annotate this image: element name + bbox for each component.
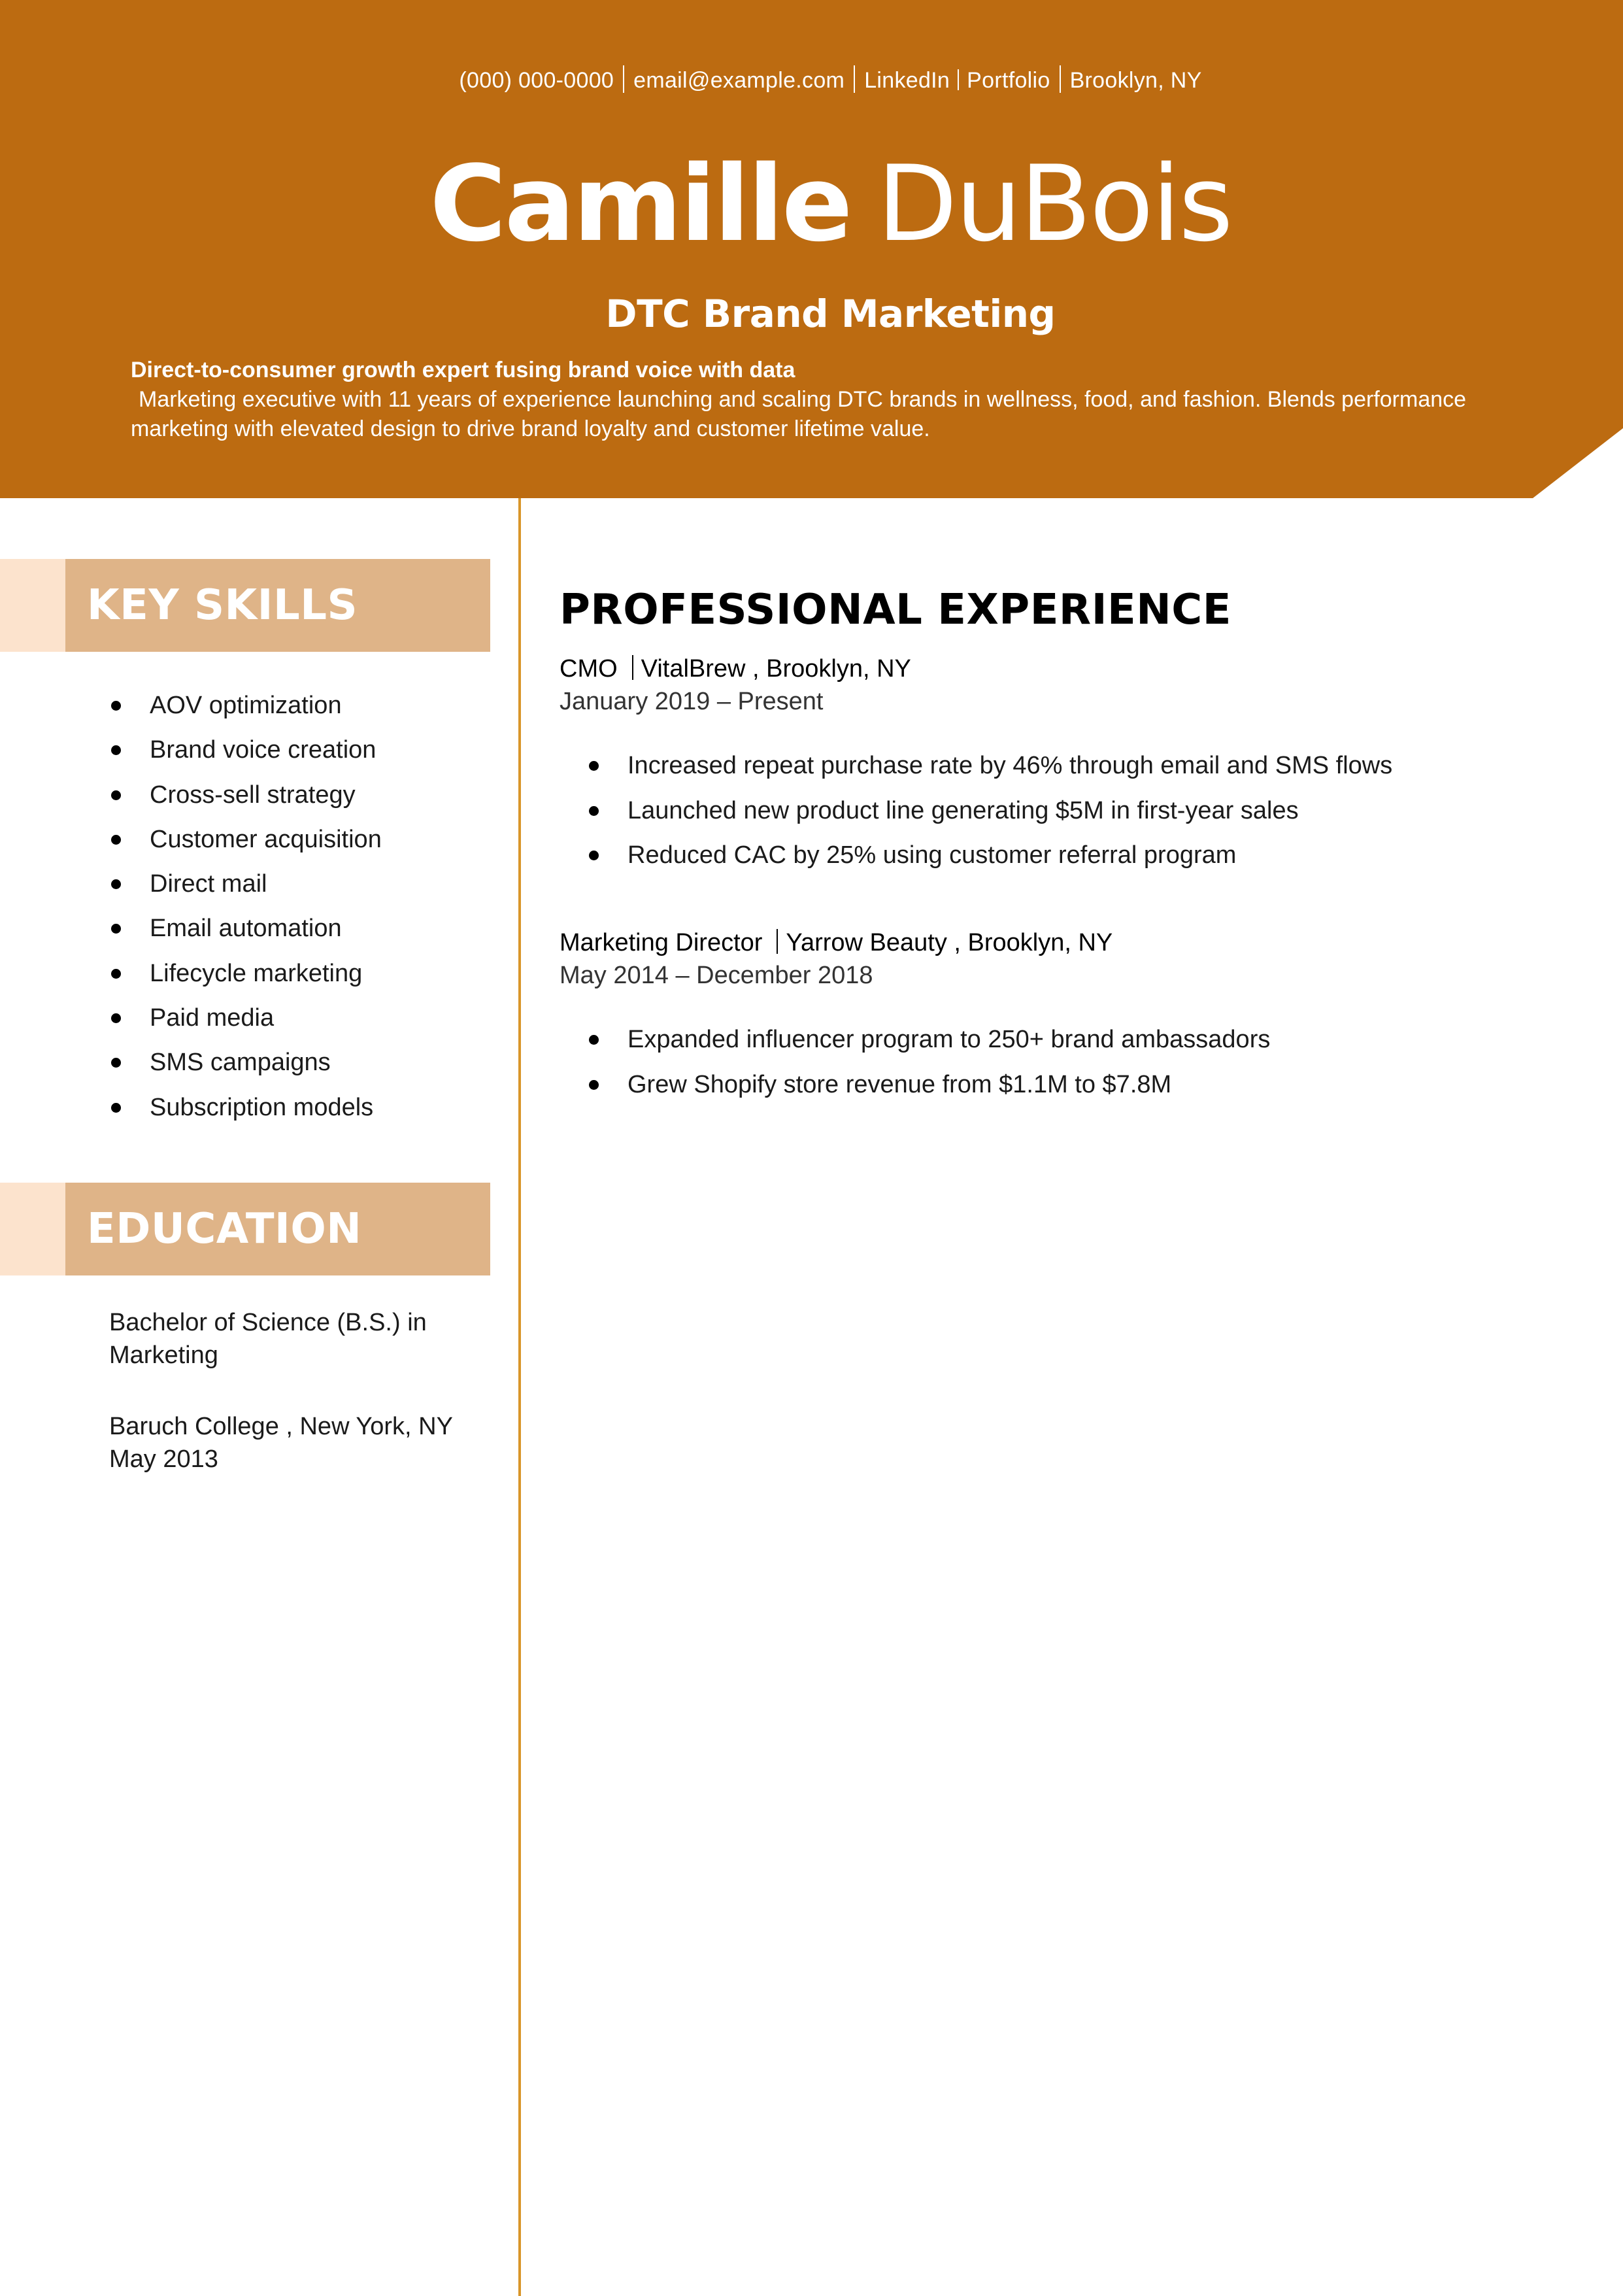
job-dates: January 2019 – Present <box>560 688 824 715</box>
first-name: Camille <box>429 143 851 265</box>
contact-linkedin[interactable]: LinkedIn <box>864 68 950 93</box>
education-entry <box>109 1306 475 1476</box>
job-entry <box>560 926 1579 1110</box>
skill-item: Direct mail <box>111 864 382 909</box>
skill-item: Subscription models <box>111 1088 382 1132</box>
education-section-header <box>0 1183 490 1275</box>
contact-separator <box>854 65 855 93</box>
last-name: DuBois <box>877 143 1231 265</box>
skills-list <box>111 686 382 1132</box>
role-separator <box>632 655 633 680</box>
skill-item: Email automation <box>111 909 382 953</box>
contact-line <box>0 65 1623 93</box>
education-graduation-date: May 2013 <box>109 1445 218 1473</box>
column-divider <box>518 498 521 2296</box>
section-accent <box>0 1183 65 1275</box>
education-school: Baruch College , New York, NY <box>109 1413 453 1440</box>
contact-location: Brooklyn, NY <box>1069 68 1202 93</box>
role-separator <box>777 929 778 954</box>
job-bullets <box>560 747 1579 881</box>
job-bullet: Increased repeat purchase rate by 46% through email and SMS flows <box>560 747 1579 792</box>
skill-item: AOV optimization <box>111 686 382 730</box>
skill-item: Paid media <box>111 998 382 1043</box>
job-role: Marketing Director <box>560 929 763 956</box>
job-bullet: Expanded influencer program to 250+ brand ambassadors <box>560 1021 1579 1066</box>
job-company: VitalBrew , Brooklyn, NY <box>641 655 911 683</box>
job-entry <box>560 652 1579 881</box>
education-heading: EDUCATION <box>87 1205 362 1253</box>
summary-headline: Direct-to-consumer growth expert fusing brand voice with data <box>131 358 795 382</box>
headline-title: DTC Brand Marketing <box>605 292 1056 336</box>
job-bullets <box>560 1021 1579 1110</box>
job-dates: May 2014 – December 2018 <box>560 962 873 989</box>
skills-heading: KEY SKILLS <box>87 581 358 630</box>
job-bullet: Reduced CAC by 25% using customer referral program <box>560 836 1579 881</box>
contact-separator <box>623 65 624 93</box>
skills-section-header <box>0 559 490 652</box>
skill-item: Lifecycle marketing <box>111 954 382 998</box>
contact-phone: (000) 000-0000 <box>459 68 614 93</box>
contact-email[interactable]: email@example.com <box>633 68 845 93</box>
job-bullet: Grew Shopify store revenue from $1.1M to $7.8M <box>560 1066 1579 1111</box>
job-bullet: Launched new product line generating $5M in first-year sales <box>560 792 1579 837</box>
job-company: Yarrow Beauty , Brooklyn, NY <box>786 929 1113 956</box>
skill-item: SMS campaigns <box>111 1043 382 1087</box>
contact-separator <box>958 69 959 90</box>
job-role-line <box>560 926 1579 960</box>
skill-item: Brand voice creation <box>111 730 382 775</box>
skill-item: Cross-sell strategy <box>111 775 382 820</box>
education-degree: Bachelor of Science (B.S.) in Marketing <box>109 1309 427 1369</box>
skill-item: Customer acquisition <box>111 820 382 864</box>
section-accent <box>0 559 65 652</box>
summary <box>131 356 1510 444</box>
candidate-name <box>0 139 1623 269</box>
job-role: CMO <box>560 655 618 683</box>
experience-heading: PROFESSIONAL EXPERIENCE <box>560 586 1231 634</box>
contact-separator <box>1060 65 1061 93</box>
job-role-line <box>560 652 1579 686</box>
contact-portfolio[interactable]: Portfolio <box>967 68 1050 93</box>
summary-body: Marketing executive with 11 years of experience launching and scaling DTC brands in wellness, food, and fashion. Blends performance marketing with elevated design to drive brand loyalty and customer lifetime value. <box>131 387 1467 441</box>
